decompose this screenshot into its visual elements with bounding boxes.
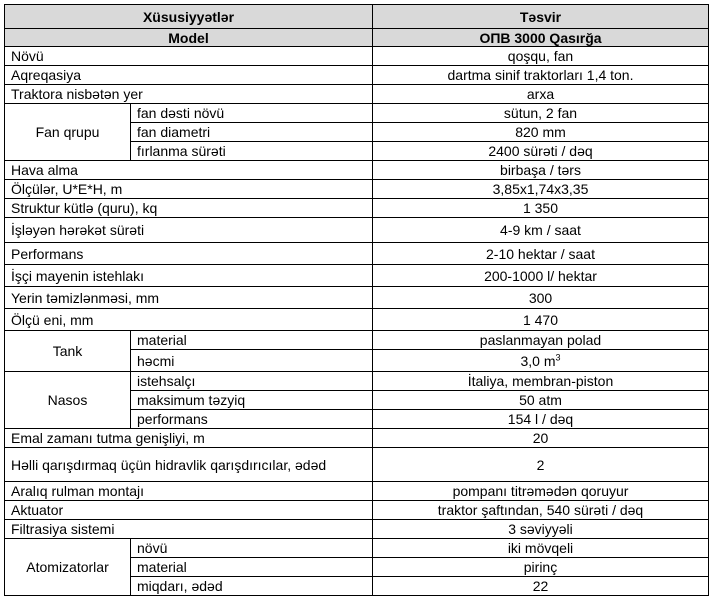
row-value: arxa [373,85,709,104]
row-value: 1 350 [373,199,709,218]
table-row [5,218,709,243]
row-label: Növü [5,47,373,66]
row-value: 300 [373,287,709,309]
table-row [5,429,709,448]
row-value: 3 səviyyəli [373,520,709,539]
row-label: fan dəsti növü [131,104,373,123]
row-label: növü [131,539,373,558]
row-value: paslanmayan polad [373,331,709,350]
row-label: Traktora nisbətən yer [5,85,373,104]
row-value: 154 l / dəq [373,410,709,429]
model-row [5,29,709,47]
table-row [5,482,709,501]
table-row [5,287,709,309]
table-row [5,331,709,350]
row-value: İtaliya, membran-piston [373,372,709,391]
row-value: 22 [373,577,709,596]
row-value: 2 [373,448,709,482]
row-label: Hava alma [5,161,373,180]
group-tank: Tank [5,331,131,372]
volume-unit-superscript: 3 [555,351,561,362]
table-row [5,309,709,331]
row-label: İşləyən hərəkət sürəti [5,218,373,243]
row-label: performans [131,410,373,429]
table-row [5,372,709,391]
row-label: Aralıq rulman montajı [5,482,373,501]
row-value: 3,85x1,74x3,35 [373,180,709,199]
row-value: sütun, 2 fan [373,104,709,123]
row-value: 50 atm [373,391,709,410]
table-row [5,104,709,123]
row-value: 20 [373,429,709,448]
volume-value: 3,0 m [520,352,556,369]
table-row [5,243,709,265]
row-label: həcmi [131,350,373,372]
row-value: 820 mm [373,123,709,142]
row-value: 2400 sürəti / dəq [373,142,709,161]
row-label: material [131,331,373,350]
header-characteristics: Xüsusiyyətlər [5,5,373,29]
row-label: fan diametri [131,123,373,142]
row-label: maksimum təzyiq [131,391,373,410]
row-value-volume [373,350,709,372]
row-label: İşçi mayenin istehlakı [5,265,373,287]
table-row [5,66,709,85]
row-label: fırlanma sürəti [131,142,373,161]
row-label: Aktuator [5,501,373,520]
row-value: iki mövqeli [373,539,709,558]
row-value: pompanı titrəmədən qoruyur [373,482,709,501]
table-row [5,199,709,218]
row-label: istehsalçı [131,372,373,391]
table-row [5,539,709,558]
row-value: pirinç [373,558,709,577]
table-row [5,520,709,539]
group-atomizers: Atomizatorlar [5,539,131,596]
row-label: miqdarı, ədəd [131,577,373,596]
row-label: Emal zamanı tutma genişliyi, m [5,429,373,448]
row-label: Həlli qarışdırmaq üçün hidravlik qarışdırıcılar, ədəd [5,448,373,482]
row-value: 4-9 km / saat [373,218,709,243]
header-row [5,5,709,29]
model-value: ОПВ 3000 Qasırğa [373,29,709,47]
row-label: Ölçülər, U*E*H, m [5,180,373,199]
group-fan: Fan qrupu [5,104,131,161]
row-value: 1 470 [373,309,709,331]
table-row [5,161,709,180]
row-label: Struktur kütlə (quru), kq [5,199,373,218]
row-value: dartma sinif traktorları 1,4 ton. [373,66,709,85]
header-description: Təsvir [373,5,709,29]
row-label: Performans [5,243,373,265]
group-pump: Nasos [5,372,131,429]
row-value: birbaşa / tərs [373,161,709,180]
row-label: material [131,558,373,577]
model-label: Model [5,29,373,47]
row-value: qoşqu, fan [373,47,709,66]
row-value: traktor şaftından, 540 sürəti / dəq [373,501,709,520]
row-value: 200-1000 l/ hektar [373,265,709,287]
row-label: Yerin təmizlənməsi, mm [5,287,373,309]
row-label: Aqreqasiya [5,66,373,85]
table-row [5,47,709,66]
specifications-table [4,4,709,596]
row-label: Filtrasiya sistemi [5,520,373,539]
table-row [5,180,709,199]
table-row [5,448,709,482]
row-value: 2-10 hektar / saat [373,243,709,265]
table-row [5,501,709,520]
row-label: Ölçü eni, mm [5,309,373,331]
table-row [5,265,709,287]
table-row [5,85,709,104]
